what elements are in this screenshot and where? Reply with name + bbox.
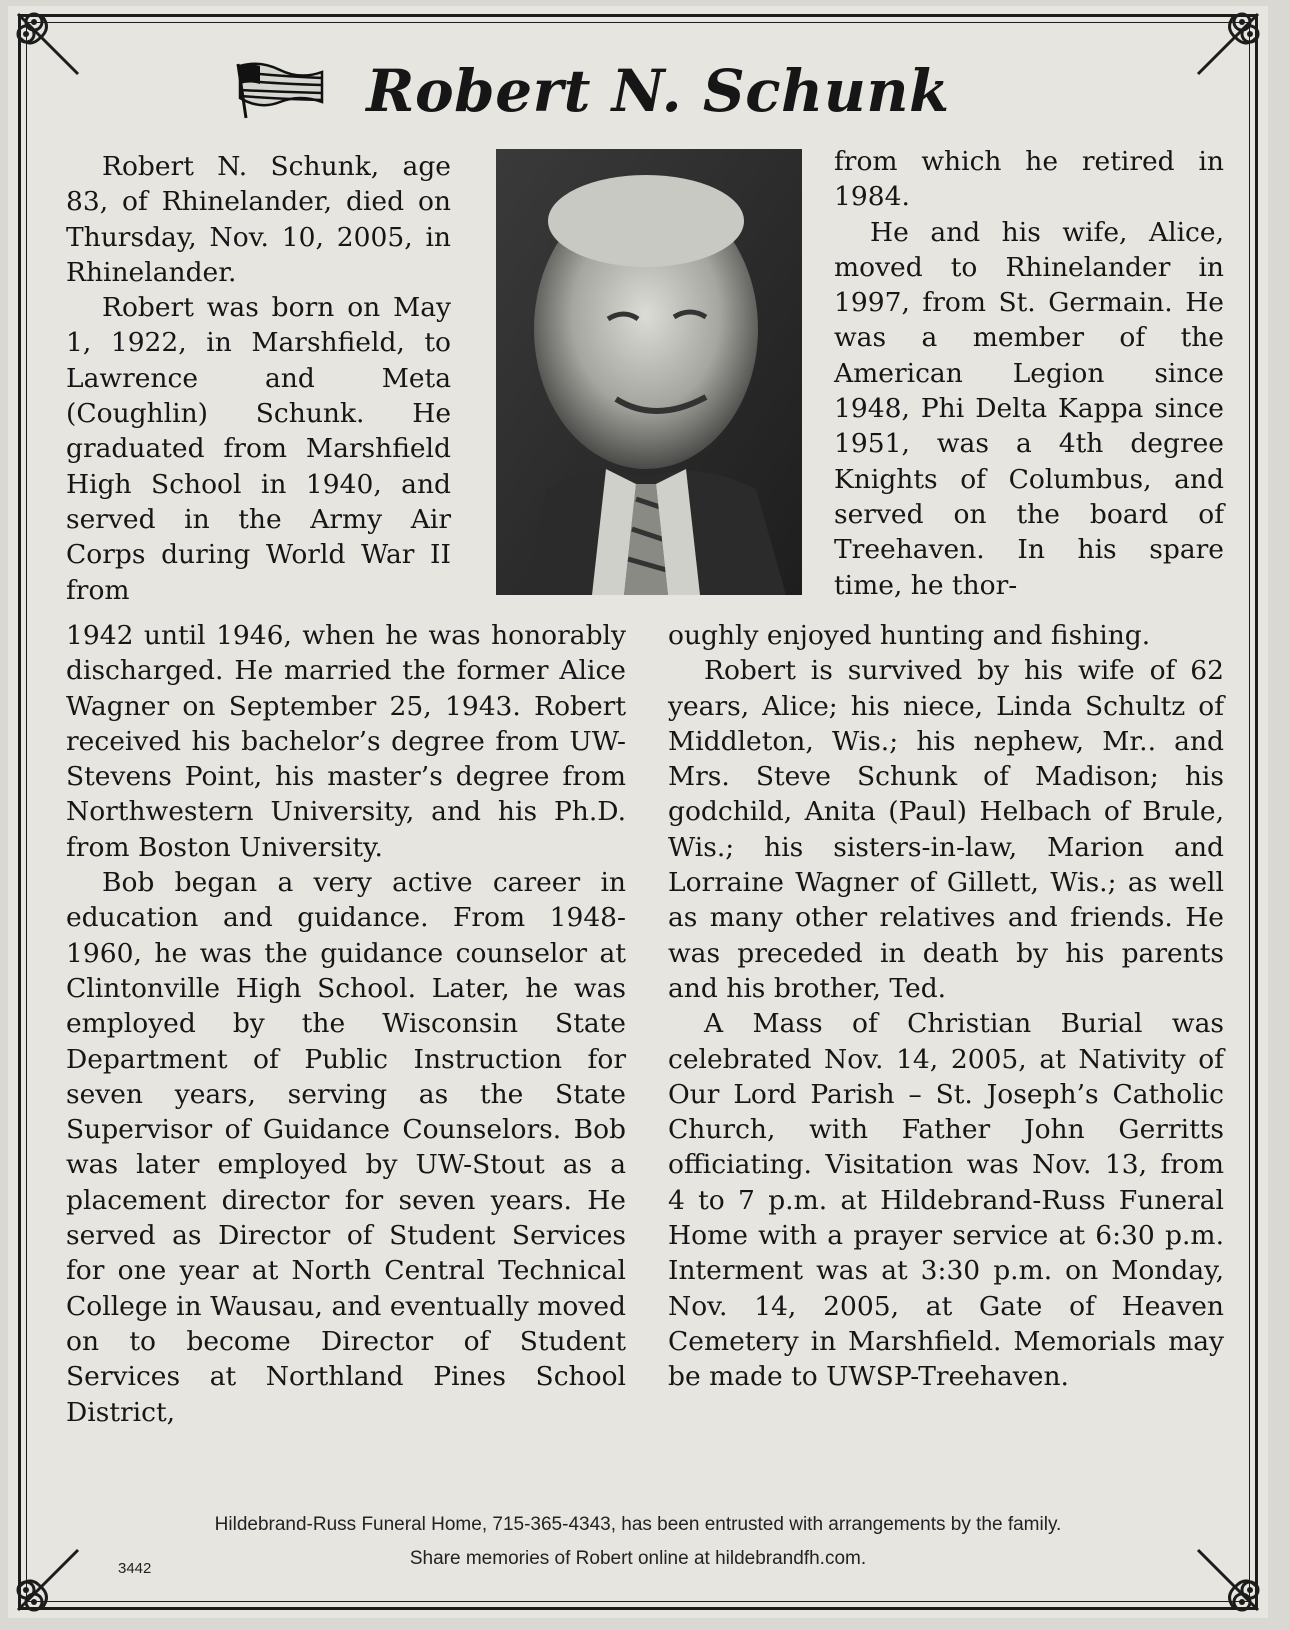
paragraph-hobbies: oughly enjoyed hunting and fishing.: [668, 620, 1151, 651]
paragraph-retirement: from which he retired in 1984.: [834, 146, 1224, 213]
ad-code: 3442: [118, 1560, 152, 1577]
paragraph-services: A Mass of Christian Burial was celebrated Nov. 14, 2005, at Nativity of Our Lord Parish – St. Joseph’s Catholic Church, with Father John Gerritts officiating. Visitation was Nov. 13, from 4 to 7 p.m. at Hildebrand-Russ Funeral Home with a prayer service at 6:30 p.m. Interment was at 3:30 p.m. on Monday, Nov. 14, 2005, at Gate of Heaven Cemetery in Marshfield. Memorials may be made to UWSP-Treehaven.: [668, 1008, 1224, 1393]
obituary-clipping: [8, 6, 1268, 1618]
paragraph-early-life: Robert was born on May 1, 1922, in Marshfield, to Lawrence and Meta (Coughlin) Schunk. He graduated from Marshfield High School in 1940, and served in the Army Air Corps during World War II from: [66, 292, 451, 606]
right-column-bottom: [668, 618, 1224, 1395]
portrait-photo: [496, 149, 802, 595]
paragraph-career: Bob began a very active career in education and guidance. From 1948-1960, he was the guidance counselor at Clintonville High School. Later, he was employed by the Wisconsin State Department of Public Instruction for seven years, serving as the State Supervisor of Guidance Counselors. Bob was later employed by UW-Stout as a placement director for seven years. He served as Director of Student Services for one year at North Central Technical College in Wausau, and eventually moved on to become Director of Student Services at Northland Pines School District,: [66, 867, 626, 1428]
funeral-home-footer: [68, 1508, 1208, 1576]
share-memories-link: Share memories of Robert online at hildebrandfh.com.: [409, 1548, 867, 1569]
funeral-home-notice: Hildebrand-Russ Funeral Home, 715-365-4343, has been entrusted with arrangements by the family.: [214, 1514, 1062, 1535]
paragraph-death-notice: Robert N. Schunk, age 83, of Rhinelander, died on Thursday, Nov. 10, 2005, in Rhinelander.: [66, 151, 451, 288]
obituary-title: Robert N. Schunk: [366, 57, 950, 125]
paragraph-education: 1942 until 1946, when he was honorably discharged. He married the former Alice Wagner on September 25, 1943. Robert received his bachelor’s degree from UW-Stevens Point, his master’s degree from Northwestern University, and his Ph.D. from Boston University.: [66, 620, 626, 863]
paragraph-memberships: He and his wife, Alice, moved to Rhinelander in 1997, from St. Germain. He was a member of the American Legion since 1948, Phi Delta Kappa since 1951, was a 4th degree Knights of Columbus, and served on the board of Treehaven. In his spare time, he thor-: [834, 216, 1224, 601]
left-column-top: [66, 149, 451, 608]
paragraph-survivors: Robert is survived by his wife of 62 years, Alice; his niece, Linda Schultz of Middleton, Wis.; his nephew, Mr.. and Mrs. Steve Schunk of Madison; his godchild, Anita (Paul) Helbach of Brule, Wis.; his sisters-in-law, Marion and Lorraine Wagner of Gillett, Wis.; as well as many other relatives and friends. He was preceded in death by his parents and his brother, Ted.: [668, 655, 1224, 1004]
right-column-top: [834, 144, 1224, 603]
headline: [8, 46, 1268, 136]
left-column-bottom: [66, 618, 626, 1430]
flag-icon: [236, 62, 326, 120]
